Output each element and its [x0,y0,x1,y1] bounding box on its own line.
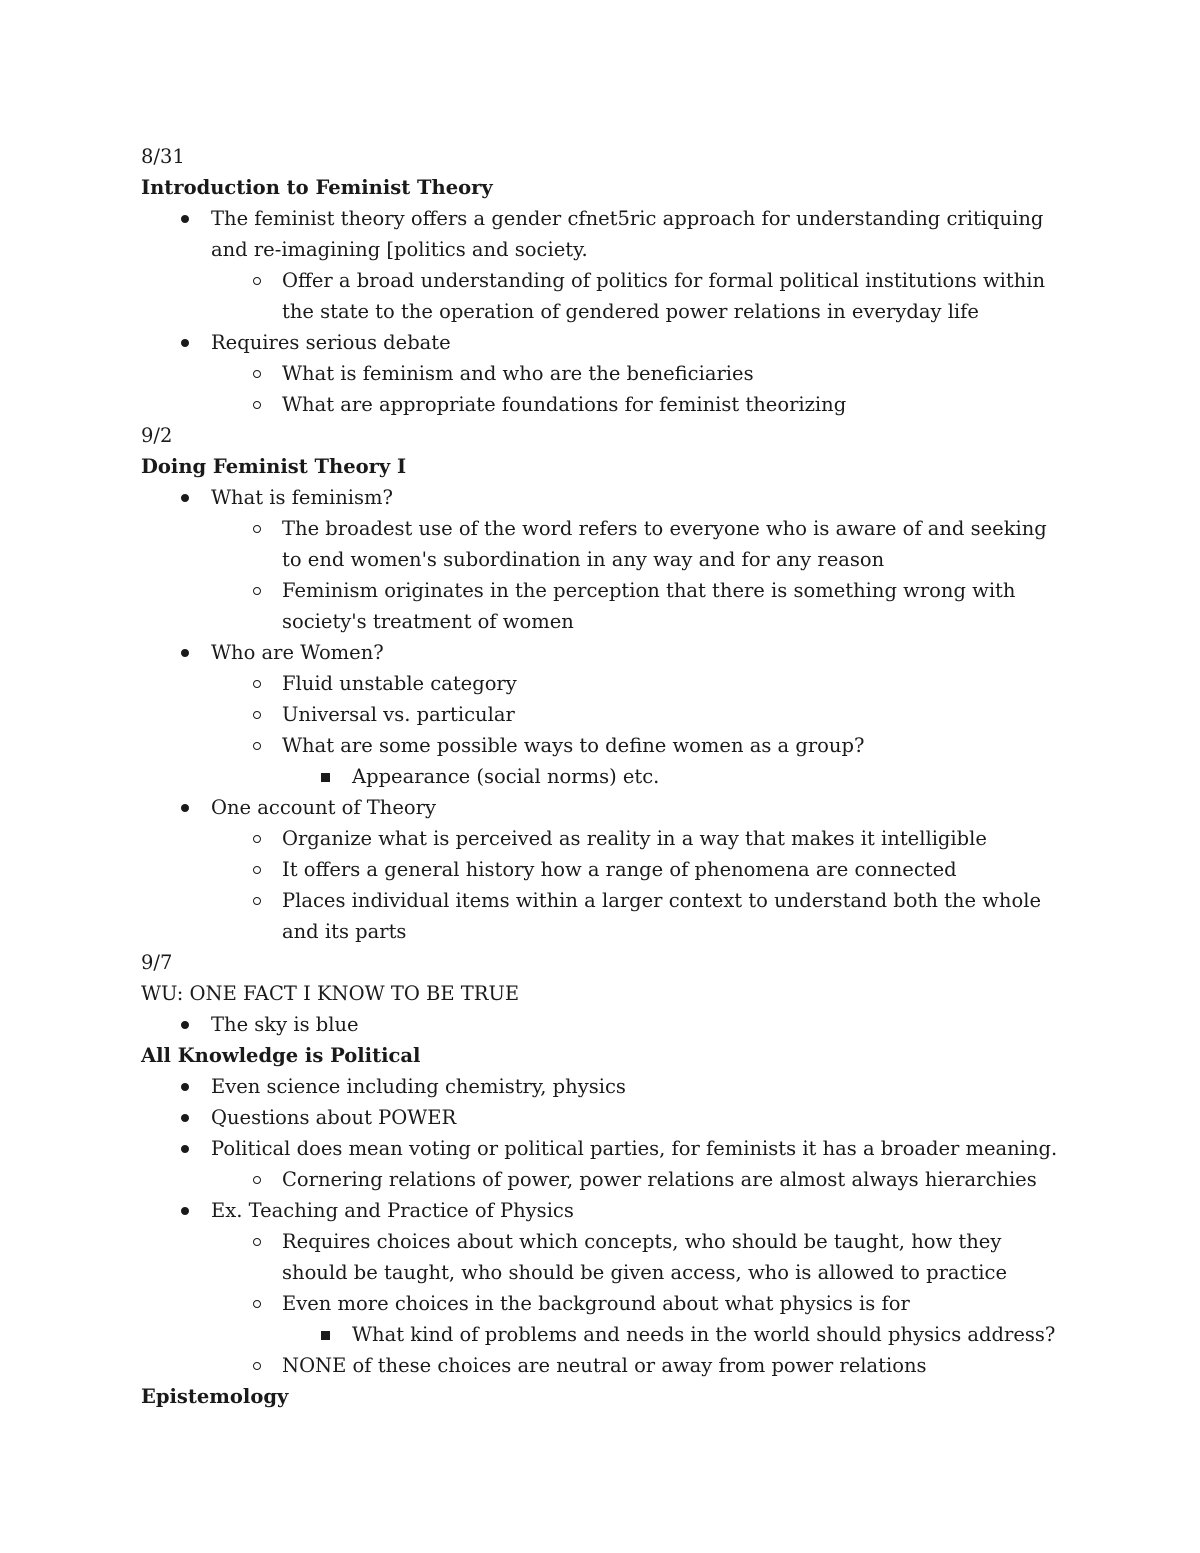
bullet-circle-icon [249,1164,269,1195]
list-item-text: NONE of these choices are neutral or away from power relations [282,1354,927,1377]
bullet-disc-icon [177,637,197,668]
list-item-level-1 [141,327,1071,358]
bullet-disc-icon [177,482,197,513]
bullet-circle-icon [249,513,269,544]
list-item-level-1 [141,1195,1071,1226]
bullet-circle-icon [249,1226,269,1257]
bullet-circle-icon [249,389,269,420]
bullet-square-icon [317,761,337,792]
list-item-level-2 [141,513,1071,575]
list-item-text: What is feminism? [211,486,393,509]
list-item-text: Cornering relations of power, power relations are almost always hierarchies [282,1168,1037,1191]
bullet-disc-icon [177,1071,197,1102]
list-item-level-2 [141,1164,1071,1195]
list-item-text: Questions about POWER [211,1106,457,1129]
bullet-circle-icon [249,699,269,730]
list-item-text: What are appropriate foundations for feminist theorizing [282,393,847,416]
list-item-text: Even science including chemistry, physics [211,1075,626,1098]
list-item-text: Universal vs. particular [282,703,515,726]
list-item-text: Organize what is perceived as reality in a way that makes it intelligible [282,827,987,850]
list-item-level-3 [141,761,1071,792]
section-heading: All Knowledge is Political [141,1044,421,1067]
list-item-level-2 [141,885,1071,947]
bullet-circle-icon [249,265,269,296]
bullet-disc-icon [177,1195,197,1226]
list-item-level-2 [141,854,1071,885]
list-item-level-1 [141,1009,1071,1040]
date-label: 9/7 [141,951,173,974]
list-item-text: The feminist theory offers a gender cfnet5ric approach for understanding critiquing and re-imagining [politics and society. [211,207,1044,261]
note-line: WU: ONE FACT I KNOW TO BE TRUE [141,982,520,1005]
document-page [141,141,1071,1412]
bullet-square-icon [317,1319,337,1350]
list-item-level-2 [141,668,1071,699]
bullet-disc-icon [177,327,197,358]
bullet-disc-icon [177,792,197,823]
section-heading: Epistemology [141,1385,289,1408]
list-item-text: Even more choices in the background about what physics is for [282,1292,910,1315]
list-item-level-2 [141,1288,1071,1319]
date-label: 9/2 [141,424,173,447]
bullet-circle-icon [249,885,269,916]
list-item-level-1 [141,203,1071,265]
list-item-text: Requires serious debate [211,331,451,354]
bullet-circle-icon [249,823,269,854]
bullet-disc-icon [177,203,197,234]
list-item-text: The broadest use of the word refers to everyone who is aware of and seeking to end women's subordination in any way and for any reason [282,517,1047,571]
section-heading: Doing Feminist Theory I [141,455,407,478]
list-item-level-2 [141,1226,1071,1288]
bullet-circle-icon [249,668,269,699]
list-item-text: What kind of problems and needs in the world should physics address? [352,1323,1056,1346]
list-item-text: Feminism originates in the perception that there is something wrong with society's treatment of women [282,579,1016,633]
list-item-level-1 [141,637,1071,668]
list-item-text: Requires choices about which concepts, who should be taught, how they should be taught, who should be given access, who is allowed to practice [282,1230,1007,1284]
list-item-level-1 [141,482,1071,513]
list-item-level-2 [141,823,1071,854]
list-item-text: Appearance (social norms) etc. [352,765,660,788]
bullet-disc-icon [177,1009,197,1040]
list-item-text: Ex. Teaching and Practice of Physics [211,1199,574,1222]
list-item-level-1 [141,792,1071,823]
list-item-level-3 [141,1319,1071,1350]
list-item-level-2 [141,358,1071,389]
list-item-text: Places individual items within a larger context to understand both the whole and its parts [282,889,1041,943]
list-item-text: Who are Women? [211,641,384,664]
list-item-text: The sky is blue [211,1013,359,1036]
list-item-level-1 [141,1102,1071,1133]
list-item-level-1 [141,1071,1071,1102]
list-item-level-2 [141,575,1071,637]
list-item-level-2 [141,699,1071,730]
bullet-circle-icon [249,358,269,389]
bullet-circle-icon [249,575,269,606]
section-heading: Introduction to Feminist Theory [141,176,493,199]
list-item-level-1 [141,1133,1071,1164]
bullet-disc-icon [177,1102,197,1133]
list-item-text: Offer a broad understanding of politics for formal political institutions within the state to the operation of gendered power relations in everyday life [282,269,1046,323]
list-item-text: One account of Theory [211,796,436,819]
list-item-level-2 [141,265,1071,327]
bullet-circle-icon [249,1288,269,1319]
list-item-level-2 [141,730,1071,761]
bullet-circle-icon [249,1350,269,1381]
list-item-text: What are some possible ways to define women as a group? [282,734,865,757]
list-item-text: What is feminism and who are the beneficiaries [282,362,754,385]
list-item-text: Fluid unstable category [282,672,517,695]
list-item-text: It offers a general history how a range of phenomena are connected [282,858,957,881]
list-item-text: Political does mean voting or political parties, for feminists it has a broader meaning. [211,1137,1058,1160]
list-item-level-2 [141,389,1071,420]
list-item-level-2 [141,1350,1071,1381]
bullet-disc-icon [177,1133,197,1164]
bullet-circle-icon [249,854,269,885]
date-label: 8/31 [141,145,185,168]
bullet-circle-icon [249,730,269,761]
